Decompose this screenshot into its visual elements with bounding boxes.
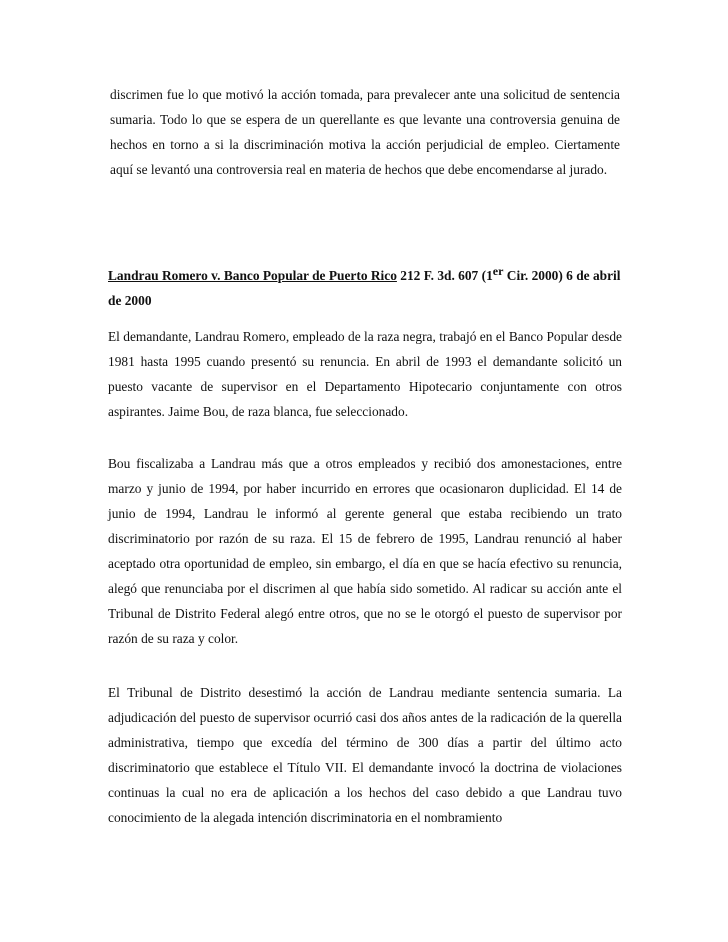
intro-paragraph: discrimen fue lo que motivó la acción tomada, para prevalecer ante una solicitud de sentencia sumaria. Todo lo que se espera de un querellante es que levante una controversia genuina de hechos en torno a si la discriminación motiva la acción perjudicial de empleo. Ciertamente aquí se levantó una controversia real en materia de hechos que debe encomendarse al jurado. <box>110 87 620 177</box>
case-heading <box>108 263 622 313</box>
body-paragraph-3: El Tribunal de Distrito desestimó la acción de Landrau mediante sentencia sumaria. La adjudicación del puesto de supervisor ocurrió casi dos años antes de la radicación de la querella administrativa, tiempo que excedía del término de 300 días a partir del último acto discriminatorio que establece el Título VII. El demandante invocó la doctrina de violaciones continuas la cual no era de aplicación a los hechos del caso debido a que Landrau tuvo conocimiento de la alegada intención discriminatoria en el nombramiento <box>108 685 622 825</box>
case-date: Cir. 2000) 6 de abril de 2000 <box>108 268 621 308</box>
body-paragraph-2: Bou fiscalizaba a Landrau más que a otros empleados y recibió dos amonestaciones, entre marzo y junio de 1994, por haber incurrido en errores que ocasionaron duplicidad. El 14 de junio de 1994, Landrau le informó al gerente general que estaba recibiendo un trato discriminatorio por razón de su raza. El 15 de febrero de 1995, Landrau renunció al haber aceptado otra oportunidad de empleo, sin embargo, el día en que se hacía efectivo su renuncia, alegó que renunciaba por el discrimen al que había sido sometido. Al radicar su acción ante el Tribunal de Distrito Federal alegó entre otros, que no se le otorgó el puesto de supervisor por razón de su raza y color. <box>108 456 622 646</box>
circuit-superscript: er <box>492 264 504 278</box>
case-citation: 212 F. 3d. 607 (1 <box>396 268 493 283</box>
case-name: Landrau Romero v. Banco Popular de Puerto Rico <box>108 268 397 283</box>
body-paragraph-1: El demandante, Landrau Romero, empleado de la raza negra, trabajó en el Banco Popular desde 1981 hasta 1995 cuando presentó su renuncia. En abril de 1993 el demandante solicitó un puesto vacante de supervisor en el Departamento Hipotecario conjuntamente con otros aspirantes. Jaime Bou, de raza blanca, fue seleccionado. <box>108 329 622 419</box>
